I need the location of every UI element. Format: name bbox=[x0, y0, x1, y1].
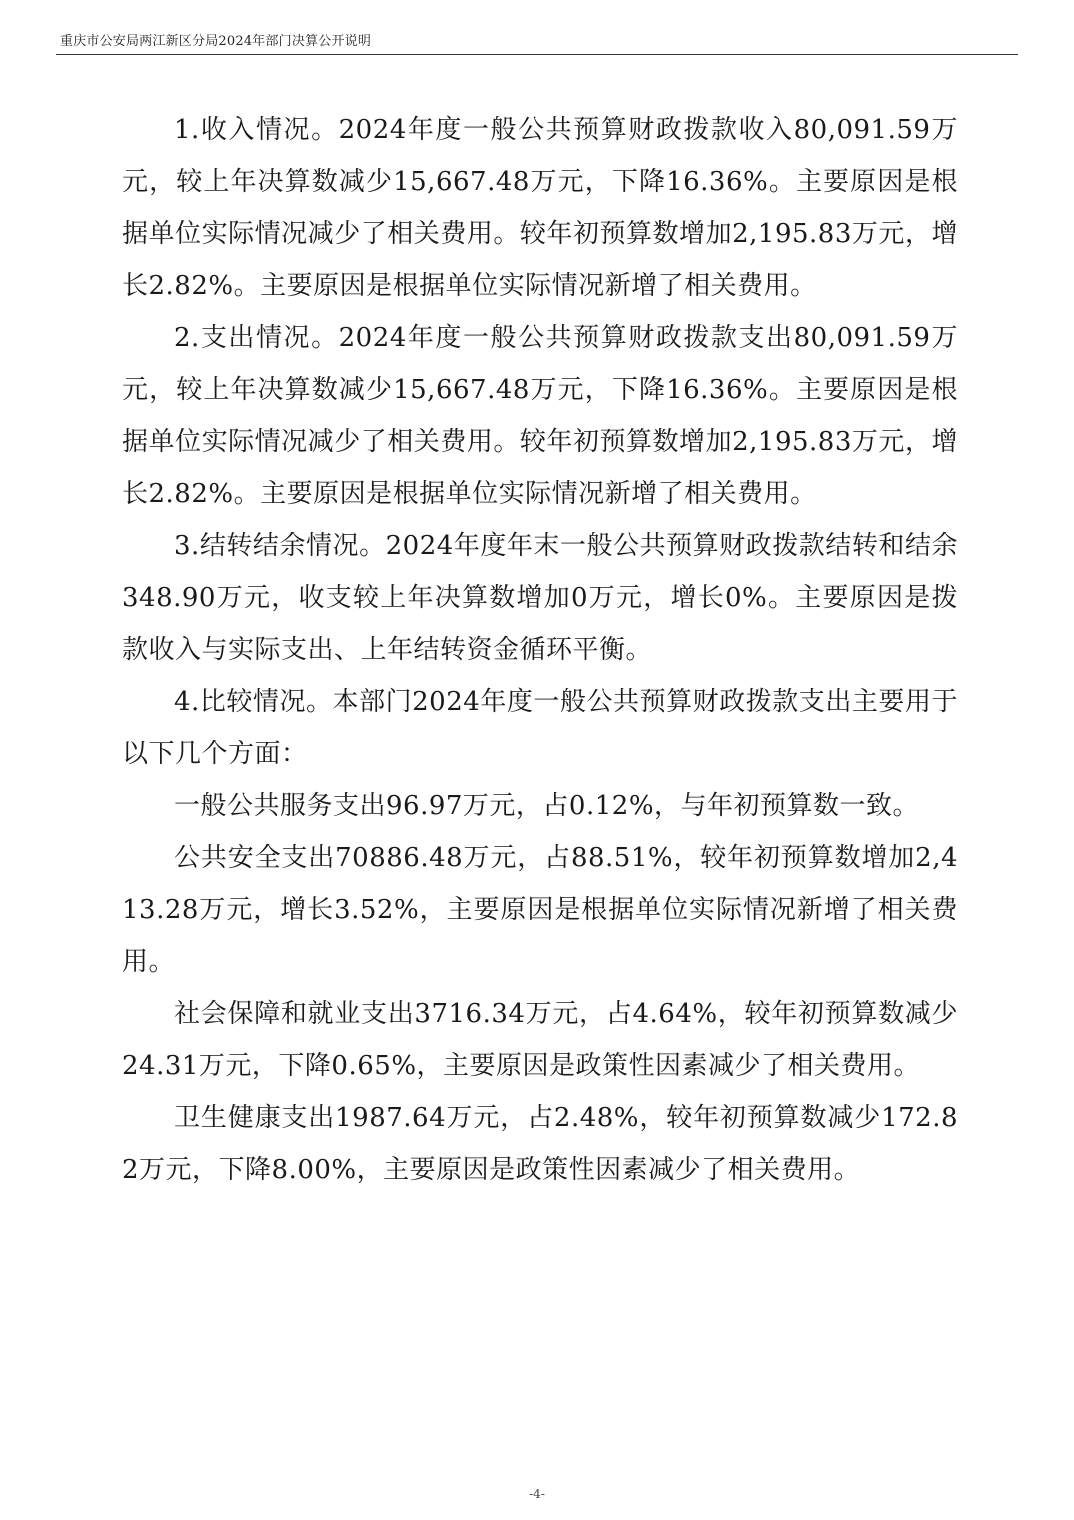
page-header bbox=[56, 26, 1018, 55]
paragraph-carryover-balance: 3.结转结余情况。2024年度年末一般公共预算财政拨款结转和结余348.90万元，收支较上年决算数增加0万元，增长0%。主要原因是拨款收入与实际支出、上年结转资金循环平衡。 bbox=[122, 531, 958, 665]
paragraph-comparison: 4.比较情况。本部门2024年度一般公共预算财政拨款支出主要用于以下几个方面： bbox=[122, 687, 958, 769]
paragraph-public-security: 公共安全支出70886.48万元，占88.51%，较年初预算数增加2,413.28万元，增长3.52%，主要原因是根据单位实际情况新增了相关费用。 bbox=[122, 843, 958, 977]
document-body bbox=[122, 104, 958, 1196]
paragraph-general-public-services: 一般公共服务支出96.97万元，占0.12%，与年初预算数一致。 bbox=[174, 791, 920, 821]
paragraph-health: 卫生健康支出1987.64万元，占2.48%，较年初预算数减少172.82万元，下降8.00%，主要原因是政策性因素减少了相关费用。 bbox=[122, 1103, 958, 1185]
paragraph-expenditure: 2.支出情况。2024年度一般公共预算财政拨款支出80,091.59万元，较上年决算数减少15,667.48万元，下降16.36%。主要原因是根据单位实际情况减少了相关费用。较年初预算数增加2,195.83万元，增长2.82%。主要原因是根据单位实际情况新增了相关费用。 bbox=[122, 323, 958, 509]
page-number: -4- bbox=[529, 1487, 545, 1501]
paragraph-income: 1.收入情况。2024年度一般公共预算财政拨款收入80,091.59万元，较上年决算数减少15,667.48万元，下降16.36%。主要原因是根据单位实际情况减少了相关费用。较年初预算数增加2,195.83万元，增长2.82%。主要原因是根据单位实际情况新增了相关费用。 bbox=[122, 115, 958, 301]
paragraph-social-security: 社会保障和就业支出3716.34万元，占4.64%，较年初预算数减少24.31万元，下降0.65%，主要原因是政策性因素减少了相关费用。 bbox=[122, 999, 958, 1081]
document-title: 重庆市公安局两江新区分局2024年部门决算公开说明 bbox=[60, 34, 372, 49]
